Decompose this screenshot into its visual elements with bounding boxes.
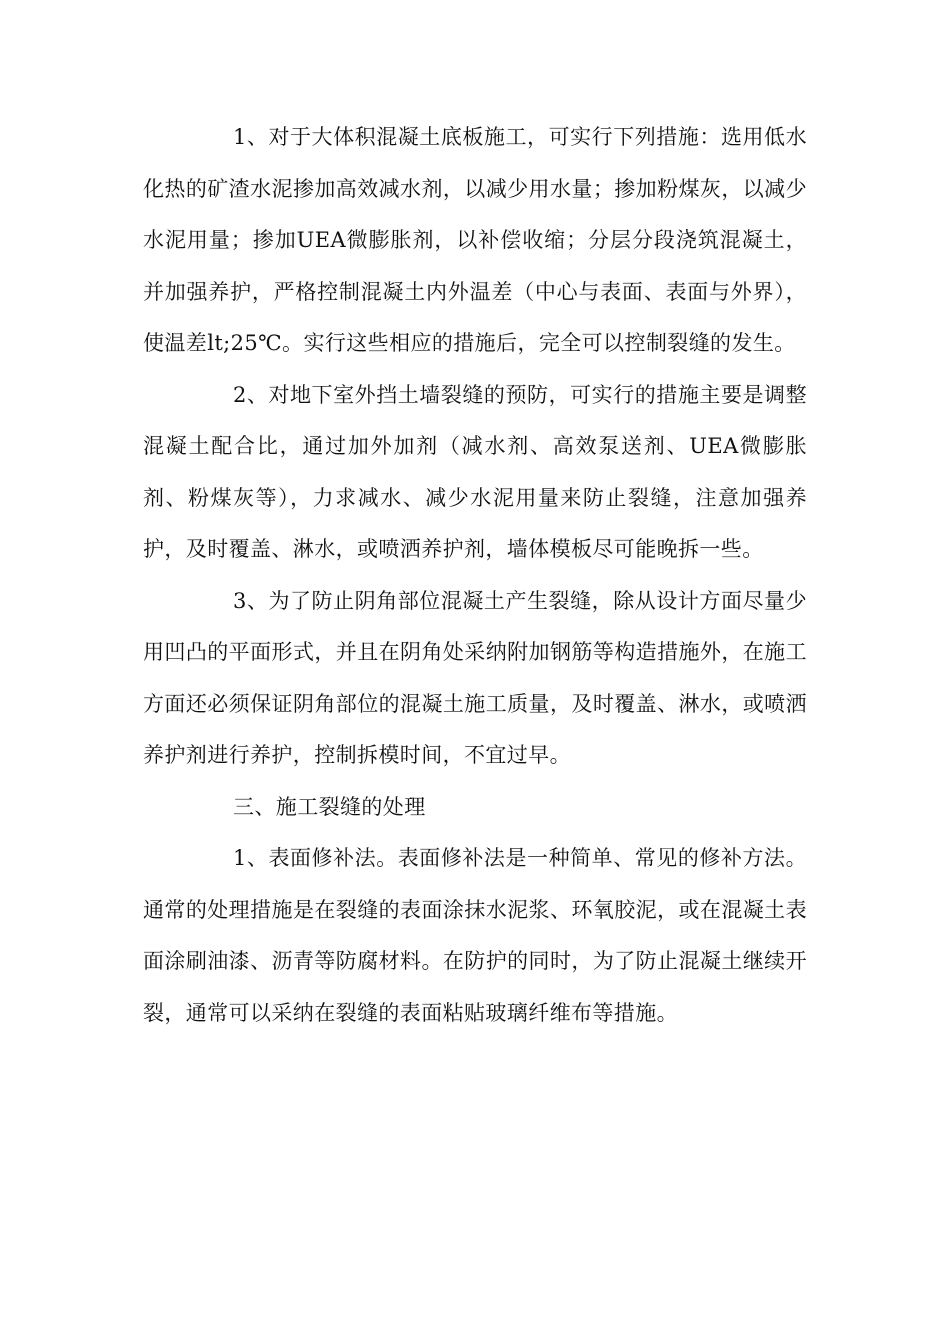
document-body xyxy=(143,112,807,1039)
paragraph-bulk-concrete-measures: 1、对于大体积混凝土底板施工，可实行下列措施：选用低水化热的矿渣水泥掺加高效减水剂，以减少用水量；掺加粉煤灰，以减少水泥用量；掺加UEA微膨胀剂，以补偿收缩；分层分段浇筑混凝土，并加强养护，严格控制混凝土内外温差（中心与表面、表面与外界），使温差lt;25℃。实行这些相应的措施后，完全可以控制裂缝的发生。 xyxy=(143,125,807,355)
section-heading-crack-treatment: 三、施工裂缝的处理 xyxy=(233,794,426,819)
paragraph-surface-repair-method: 1、表面修补法。表面修补法是一种简单、常见的修补方法。通常的处理措施是在裂缝的表面涂抹水泥浆、环氧胶泥，或在混凝土表面涂刷油漆、沥青等防腐材料。在防护的同时，为了防止混凝土继续开裂，通常可以采纳在裂缝的表面粘贴玻璃纤维布等措施。 xyxy=(143,846,807,1025)
paragraph-retaining-wall-prevention: 2、对地下室外挡土墙裂缝的预防，可实行的措施主要是调整混凝土配合比，通过加外加剂（减水剂、高效泵送剂、UEA微膨胀剂、粉煤灰等），力求减水、减少水泥用量来防止裂缝，注意加强养护，及时覆盖、淋水，或喷洒养护剂，墙体模板尽可能晚拆一些。 xyxy=(143,382,807,561)
paragraph-internal-corner-prevention: 3、为了防止阴角部位混凝土产生裂缝，除从设计方面尽量少用凹凸的平面形式，并且在阴角处采纳附加钢筋等构造措施外，在施工方面还必须保证阴角部位的混凝土施工质量，及时覆盖、淋水，或喷洒养护剂进行养护，控制拆模时间，不宜过早。 xyxy=(143,588,807,767)
